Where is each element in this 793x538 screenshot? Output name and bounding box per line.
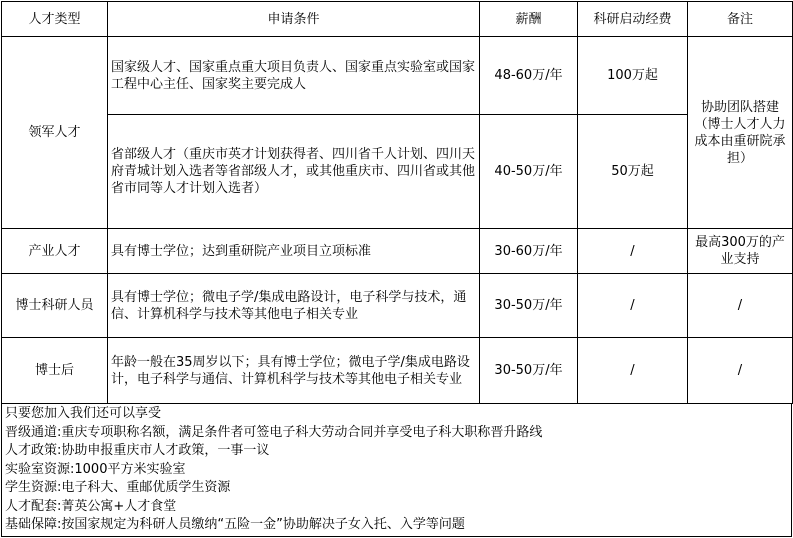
funding-cell: 100万起 <box>578 37 688 115</box>
talent-type-cell: 产业人才 <box>2 229 108 274</box>
table-row <box>2 115 793 229</box>
header-talent-type: 人才类型 <box>2 2 108 37</box>
notes-cell: 最高300万的产业支持 <box>688 229 793 274</box>
requirements-cell: 省部级人才（重庆市英才计划获得者、四川省千人计划、四川天府青城计划入选者等省部级人才，或其他重庆市、四川省或其他省市同等人才计划入选者） <box>108 115 480 229</box>
salary-cell: 48-60万/年 <box>480 37 578 115</box>
talent-type-cell: 博士科研人员 <box>2 274 108 338</box>
salary-cell: 30-50万/年 <box>480 338 578 404</box>
funding-cell: / <box>578 229 688 274</box>
benefit-lab-resources: 实验室资源:1000平方米实验室 <box>5 461 186 477</box>
talent-table <box>1 1 793 404</box>
notes-cell: / <box>688 274 793 338</box>
talent-type-cell: 领军人才 <box>2 37 108 229</box>
header-research-funding: 科研启动经费 <box>578 2 688 37</box>
benefits-intro: 只要您加入我们还可以享受 <box>5 406 162 421</box>
benefit-promotion-channel: 晋级通道:重庆专项职称名额，满足条件者可签电子科大劳动合同并享受电子科大职称晋升路线 <box>5 424 543 440</box>
table-row <box>2 338 793 404</box>
funding-cell: / <box>578 274 688 338</box>
salary-cell: 30-50万/年 <box>480 274 578 338</box>
notes-cell: 协助团队搭建（博士人才人力成本由重研院承担） <box>688 37 793 229</box>
notes-cell: / <box>688 338 793 404</box>
salary-cell: 40-50万/年 <box>480 115 578 229</box>
requirements-cell: 具有博士学位；微电子学/集成电路设计，电子科学与技术，通信、计算机科学与技术等其他电子相关专业 <box>108 274 480 338</box>
benefit-talent-facilities: 人才配套:菁英公寓+人才食堂 <box>5 498 177 514</box>
header-notes: 备注 <box>688 2 793 37</box>
benefit-basic-security: 基础保障:按国家规定为科研人员缴纳“五险一金”协助解决子女入托、入学等问题 <box>5 517 465 532</box>
header-requirements: 申请条件 <box>108 2 480 37</box>
benefit-student-resources: 学生资源:电子科大、重邮优质学生资源 <box>5 480 231 495</box>
requirements-cell: 具有博士学位；达到重研院产业项目立项标准 <box>108 229 480 274</box>
table-row <box>2 274 793 338</box>
table-row <box>2 37 793 115</box>
requirements-cell: 国家级人才、国家重点重大项目负责人、国家重点实验室或国家工程中心主任、国家奖主要完成人 <box>108 37 480 115</box>
talent-type-cell: 博士后 <box>2 338 108 404</box>
benefits-section <box>1 403 792 537</box>
requirements-cell: 年龄一般在35周岁以下；具有博士学位；微电子学/集成电路设计，电子科学与通信、计算机科学与技术等其他电子相关专业 <box>108 338 480 404</box>
header-salary: 薪酬 <box>480 2 578 37</box>
funding-cell: 50万起 <box>578 115 688 229</box>
benefit-talent-policy: 人才政策:协助申报重庆市人才政策，一事一议 <box>5 443 270 458</box>
table-row <box>2 229 793 274</box>
funding-cell: / <box>578 338 688 404</box>
table-header-row <box>2 2 793 37</box>
salary-cell: 30-60万/年 <box>480 229 578 274</box>
